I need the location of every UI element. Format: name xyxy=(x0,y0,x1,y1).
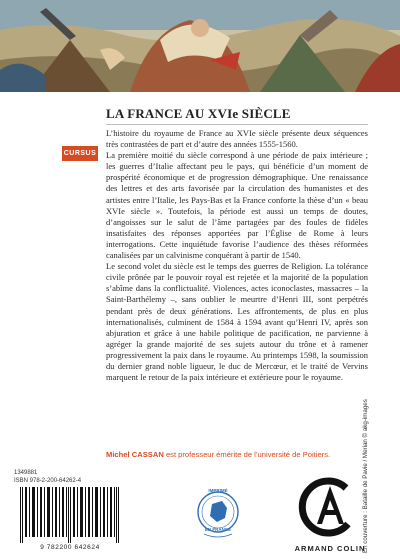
book-title: LA FRANCE AU XVIe SIÈCLE xyxy=(106,106,291,121)
author-bio xyxy=(106,450,368,460)
title-divider xyxy=(106,124,368,125)
armand-colin-logo-icon xyxy=(290,474,370,542)
barcode-block xyxy=(14,470,126,554)
blurb-paragraph-1: L’histoire du royaume de France au XVIe siècle présente deux séquences très contrastées de part et d’autre des années 1555-1560. xyxy=(106,128,368,150)
series-tab: CURSUS xyxy=(62,146,98,161)
product-code: 1349881 xyxy=(14,470,38,476)
author-name: Michel CASSAN xyxy=(106,450,164,459)
cover-credit: En couverture : Bataille de Pavie / Merian © akg-images xyxy=(362,399,369,553)
imprime-en-france-badge xyxy=(196,486,240,542)
printed-in-france-icon xyxy=(196,486,240,542)
battle-painting-image xyxy=(0,0,400,92)
blurb-paragraph-3: Le second volet du siècle est le temps des guerres de Religion. La tolérance civile prônée par le pouvoir royal est rejetée et la majorité de la population s’abîme dans la conflictualité. Violences, actes iconoclastes, massacres – la Saint-Barthélemy –, sans oublier le meurtre d’Henri III, sont perpétrés pendant près de deux générations. Les affrontements, de plus en plus internationalisés, culminent de 1584 à 1594 avant qu’Henri IV, après son abjuration et grâce à une habile politique de pacification, ne parvienne à agréger la grande majorité de ses sujets autour du trône et à ramener progressivement la paix dans le royaume. Au printemps 1598, la soumission du dernier grand noble ligueur, le duc de Mercœur, et le traité de Vervins marquent le retour de la paix intérieure et extérieure pour le royaume. xyxy=(106,261,368,383)
isbn-text: ISBN 978-2-200-64262-4 xyxy=(14,478,82,484)
publisher-name: ARMAND COLIN xyxy=(294,544,366,553)
blurb-text xyxy=(106,128,368,383)
imprime-badge-top: IMPRIMÉ xyxy=(208,488,228,493)
publisher-logo xyxy=(290,474,370,556)
blurb-paragraph-2: La première moitié du siècle correspond à une période de paix intérieure ; les guerres d’Italie affectant peu le pays, qui bénéficie d’un moment de prospérité économique et de progression démographique. Une renaissance des lettres et des arts favorisée par la circulation des humanistes et des artistes entre l’Italie, les Pays-Bas et la France conforte la thèse d’un « beau XVIe siècle ». Toutefois, la période est aussi un temps de doutes, d’angoisses sur le salut de l’âme partagées par des foules de fidèles insatisfaites des réponses apportées par l’Église de Rome à leurs interrogations. Cette inquiétude favorise l’audience des thèses réformées canalisées par un calvinisme conquérant à partir de 1540. xyxy=(106,150,368,261)
imprime-badge-bottom: EN FRANCE xyxy=(204,527,232,532)
barcode-icon xyxy=(14,487,126,543)
author-description: est professeur émérite de l’université de Poitiers. xyxy=(165,450,331,459)
ean-number: 9 782200 642624 xyxy=(40,544,100,551)
cover-illustration xyxy=(0,0,400,92)
